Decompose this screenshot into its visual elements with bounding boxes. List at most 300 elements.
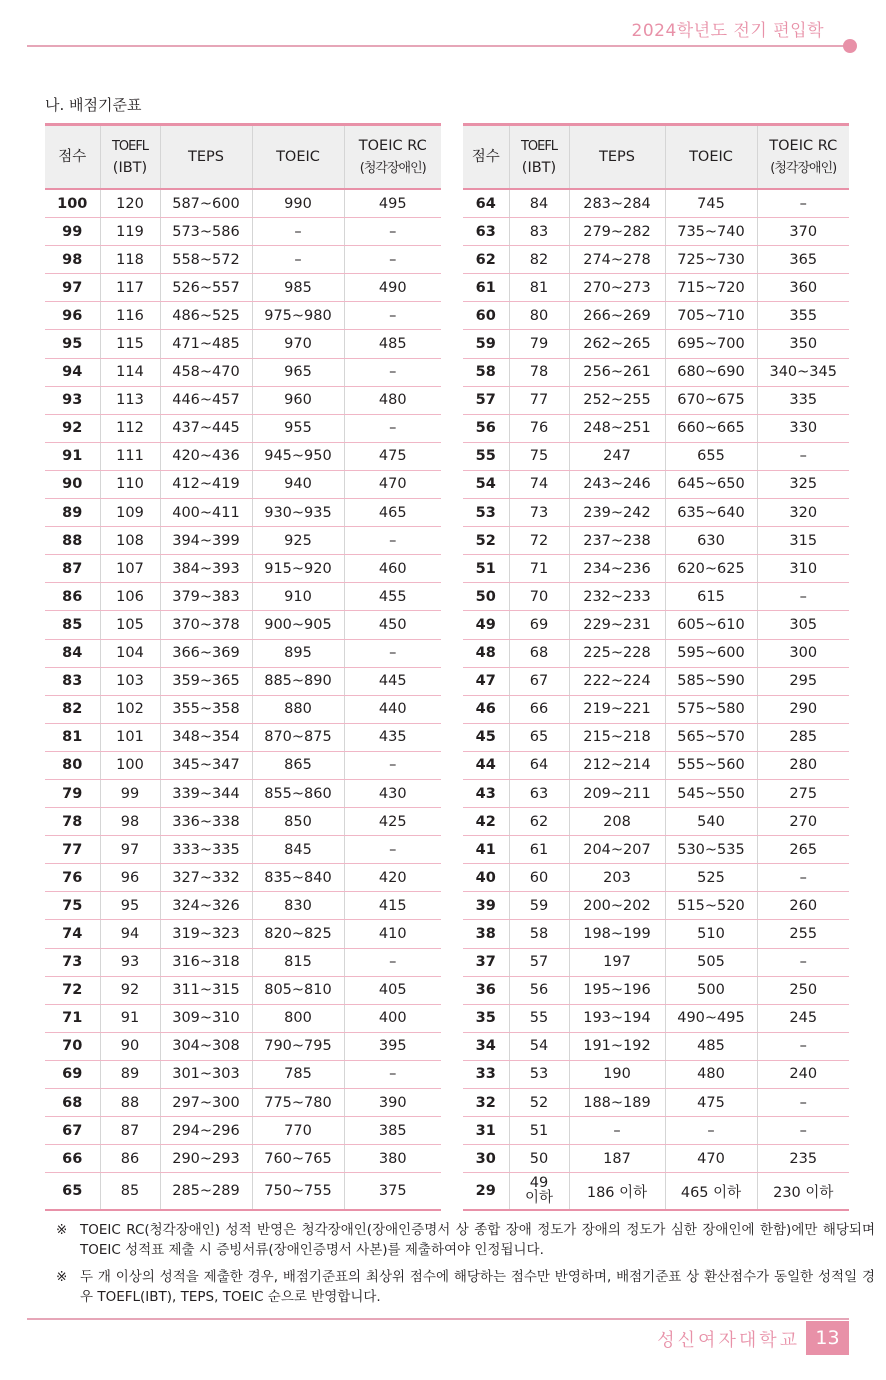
table-row [463, 470, 849, 498]
cell-toeic-rc: 400 [344, 1004, 441, 1032]
cell-toeic-rc: 395 [344, 1032, 441, 1060]
cell-toefl: 108 [100, 527, 160, 555]
cell-toeic: 785 [252, 1060, 344, 1088]
table-row [45, 470, 441, 498]
cell-score: 65 [45, 1173, 100, 1211]
cell-score: 33 [463, 1060, 509, 1088]
cell-teps: 324~326 [160, 892, 252, 920]
table-row [463, 723, 849, 751]
cell-teps: 252~255 [569, 386, 665, 414]
cell-toefl: 113 [100, 386, 160, 414]
cell-score: 71 [45, 1004, 100, 1032]
cell-score: 62 [463, 246, 509, 274]
cell-score: 100 [45, 189, 100, 218]
cell-toeic-rc: 275 [757, 779, 849, 807]
table-row [45, 1089, 441, 1117]
cell-toefl: 50 [509, 1145, 569, 1173]
cell-score: 87 [45, 555, 100, 583]
cell-toefl: 104 [100, 639, 160, 667]
table-row [45, 667, 441, 695]
cell-toeic-rc: 475 [344, 442, 441, 470]
cell-toefl: 69 [509, 611, 569, 639]
cell-toeic-rc: 425 [344, 808, 441, 836]
cell-toeic-rc: 300 [757, 639, 849, 667]
cell-toefl: 97 [100, 836, 160, 864]
cell-toefl: 119 [100, 218, 160, 246]
header-rule [27, 45, 849, 47]
cell-score: 43 [463, 779, 509, 807]
score-table-right [463, 123, 849, 1211]
cell-toeic: – [252, 246, 344, 274]
cell-score: 32 [463, 1089, 509, 1117]
cell-toefl: 51 [509, 1117, 569, 1145]
cell-teps: 558~572 [160, 246, 252, 274]
cell-toeic-rc: 410 [344, 920, 441, 948]
cell-toefl: 62 [509, 808, 569, 836]
cell-toefl: 87 [100, 1117, 160, 1145]
cell-teps: 437~445 [160, 414, 252, 442]
cell-toeic: 735~740 [665, 218, 757, 246]
cell-toeic-rc: 350 [757, 330, 849, 358]
cell-toefl: 93 [100, 948, 160, 976]
cell-score: 94 [45, 358, 100, 386]
cell-score: 53 [463, 499, 509, 527]
cell-toeic-rc: – [344, 836, 441, 864]
cell-teps: 526~557 [160, 274, 252, 302]
cell-teps: 247 [569, 442, 665, 470]
cell-toefl: 118 [100, 246, 160, 274]
cell-toefl: 82 [509, 246, 569, 274]
cell-score: 30 [463, 1145, 509, 1173]
table-row [463, 892, 849, 920]
score-table-left [45, 123, 441, 1211]
cell-toeic: 985 [252, 274, 344, 302]
cell-score: 51 [463, 555, 509, 583]
cell-score: 57 [463, 386, 509, 414]
document-header-title: 2024학년도 전기 편입학 [631, 21, 824, 41]
cell-toeic: 630 [665, 527, 757, 555]
table-row [463, 976, 849, 1004]
cell-score: 66 [45, 1145, 100, 1173]
cell-teps: 187 [569, 1145, 665, 1173]
cell-toeic-rc: 335 [757, 386, 849, 414]
cell-teps: 191~192 [569, 1032, 665, 1060]
cell-teps: 229~231 [569, 611, 665, 639]
header-teps: TEPS [160, 125, 252, 190]
cell-score: 99 [45, 218, 100, 246]
table-row [463, 274, 849, 302]
cell-teps: 486~525 [160, 302, 252, 330]
cell-toeic: 705~710 [665, 302, 757, 330]
cell-toeic: 475 [665, 1089, 757, 1117]
cell-toeic: 915~920 [252, 555, 344, 583]
table-row [45, 555, 441, 583]
cell-toeic: 820~825 [252, 920, 344, 948]
cell-toeic-rc: 455 [344, 583, 441, 611]
table-row [45, 499, 441, 527]
cell-toefl: 80 [509, 302, 569, 330]
cell-toefl: 116 [100, 302, 160, 330]
cell-toeic-rc: – [757, 442, 849, 470]
cell-toeic: 870~875 [252, 723, 344, 751]
table-row [463, 836, 849, 864]
cell-toeic-rc: 495 [344, 189, 441, 218]
table-row [463, 920, 849, 948]
note-multiple-scores: ※ 두 개 이상의 성적을 제출한 경우, 배점기준표의 최상위 점수에 해당하는 점수만 반영하며, 배점기준표 상 환산점수가 동일한 성적일 경우 TOEFL(IBT), TEPS, TOEIC 순으로 반영합니다. [56, 1269, 875, 1305]
cell-teps: 212~214 [569, 751, 665, 779]
cell-toeic: 855~860 [252, 779, 344, 807]
header-toeic: TOEIC [665, 125, 757, 190]
header-toeic-rc: TOEIC RC (청각장애인) [757, 125, 849, 190]
cell-score: 74 [45, 920, 100, 948]
cell-toefl: 57 [509, 948, 569, 976]
table-row [45, 442, 441, 470]
cell-toeic-rc: – [344, 751, 441, 779]
cell-score: 81 [45, 723, 100, 751]
table-row [463, 779, 849, 807]
table-row [463, 667, 849, 695]
cell-toeic: 480 [665, 1060, 757, 1088]
table-row [463, 499, 849, 527]
cell-teps: 304~308 [160, 1032, 252, 1060]
cell-toeic: 620~625 [665, 555, 757, 583]
cell-toeic-rc: 320 [757, 499, 849, 527]
cell-toeic: 805~810 [252, 976, 344, 1004]
cell-score: 88 [45, 527, 100, 555]
cell-toeic: 510 [665, 920, 757, 948]
cell-teps: 301~303 [160, 1060, 252, 1088]
cell-score: 69 [45, 1060, 100, 1088]
cell-toefl: 99 [100, 779, 160, 807]
table-row [45, 864, 441, 892]
cell-toefl: 90 [100, 1032, 160, 1060]
cell-teps: 394~399 [160, 527, 252, 555]
table-row [463, 639, 849, 667]
cell-toeic-rc: 435 [344, 723, 441, 751]
table-row [45, 1032, 441, 1060]
cell-toeic-rc: 460 [344, 555, 441, 583]
cell-toeic: 880 [252, 695, 344, 723]
table-row [45, 779, 441, 807]
cell-toeic-rc: 480 [344, 386, 441, 414]
cell-toeic-rc: 485 [344, 330, 441, 358]
cell-toeic-rc: – [344, 414, 441, 442]
cell-teps: – [569, 1117, 665, 1145]
cell-teps: 239~242 [569, 499, 665, 527]
cell-toeic: 910 [252, 583, 344, 611]
cell-toefl: 115 [100, 330, 160, 358]
cell-toeic-rc: 250 [757, 976, 849, 1004]
cell-teps: 190 [569, 1060, 665, 1088]
cell-toeic: 605~610 [665, 611, 757, 639]
cell-toeic-rc: 290 [757, 695, 849, 723]
cell-teps: 587~600 [160, 189, 252, 218]
cell-toeic-rc: 375 [344, 1173, 441, 1211]
cell-score: 83 [45, 667, 100, 695]
table-row [45, 1060, 441, 1088]
cell-teps: 573~586 [160, 218, 252, 246]
cell-teps: 327~332 [160, 864, 252, 892]
table-row [45, 639, 441, 667]
cell-score: 49 [463, 611, 509, 639]
cell-toeic: 955 [252, 414, 344, 442]
cell-score: 97 [45, 274, 100, 302]
cell-toeic: 490~495 [665, 1004, 757, 1032]
table-row [463, 302, 849, 330]
cell-score: 56 [463, 414, 509, 442]
cell-toeic: 680~690 [665, 358, 757, 386]
cell-score: 41 [463, 836, 509, 864]
cell-toeic: 655 [665, 442, 757, 470]
footer-university-name: 성신여자대학교 [657, 1330, 800, 1351]
cell-toeic: 970 [252, 330, 344, 358]
cell-toeic-rc: 265 [757, 836, 849, 864]
cell-toefl: 84 [509, 189, 569, 218]
header-toefl: TOEFL (IBT) [509, 125, 569, 190]
table-row [45, 414, 441, 442]
table-row [45, 1004, 441, 1032]
table-row [463, 218, 849, 246]
cell-toeic-rc: 415 [344, 892, 441, 920]
table-row [463, 330, 849, 358]
cell-toefl: 67 [509, 667, 569, 695]
table-row [463, 751, 849, 779]
cell-score: 42 [463, 808, 509, 836]
cell-toeic-rc: 465 [344, 499, 441, 527]
cell-toefl: 54 [509, 1032, 569, 1060]
table-row [463, 1032, 849, 1060]
cell-score: 58 [463, 358, 509, 386]
table-row [463, 1089, 849, 1117]
table-header-row [463, 125, 849, 190]
cell-teps: 355~358 [160, 695, 252, 723]
cell-teps: 297~300 [160, 1089, 252, 1117]
cell-toeic: 615 [665, 583, 757, 611]
cell-teps: 234~236 [569, 555, 665, 583]
cell-toeic-rc: – [344, 1060, 441, 1088]
cell-teps: 458~470 [160, 358, 252, 386]
cell-score: 59 [463, 330, 509, 358]
cell-toeic-rc: – [757, 1032, 849, 1060]
table-row [463, 414, 849, 442]
cell-toeic: 745 [665, 189, 757, 218]
table-row [45, 302, 441, 330]
cell-toeic: 575~580 [665, 695, 757, 723]
cell-teps: 400~411 [160, 499, 252, 527]
cell-toeic: 895 [252, 639, 344, 667]
cell-toeic-rc: – [757, 1089, 849, 1117]
cell-toefl: 49 이하 [509, 1173, 569, 1211]
cell-score: 70 [45, 1032, 100, 1060]
cell-score: 77 [45, 836, 100, 864]
cell-toeic-rc: – [344, 639, 441, 667]
cell-score: 64 [463, 189, 509, 218]
cell-toefl: 117 [100, 274, 160, 302]
table-row [463, 948, 849, 976]
cell-score: 61 [463, 274, 509, 302]
cell-toeic-rc: 230 이하 [757, 1173, 849, 1211]
cell-toefl: 64 [509, 751, 569, 779]
cell-toefl: 72 [509, 527, 569, 555]
cell-teps: 412~419 [160, 470, 252, 498]
table-row [463, 555, 849, 583]
cell-toeic-rc: 420 [344, 864, 441, 892]
cell-toeic-rc: – [344, 527, 441, 555]
cell-score: 96 [45, 302, 100, 330]
cell-toeic: 715~720 [665, 274, 757, 302]
cell-teps: 197 [569, 948, 665, 976]
cell-score: 63 [463, 218, 509, 246]
cell-teps: 193~194 [569, 1004, 665, 1032]
cell-toeic-rc: 330 [757, 414, 849, 442]
cell-score: 50 [463, 583, 509, 611]
cell-toeic: 530~535 [665, 836, 757, 864]
table-row [463, 611, 849, 639]
cell-toeic: 815 [252, 948, 344, 976]
table-row [463, 695, 849, 723]
cell-teps: 209~211 [569, 779, 665, 807]
cell-toeic-rc: 360 [757, 274, 849, 302]
table-row [463, 864, 849, 892]
cell-teps: 471~485 [160, 330, 252, 358]
cell-score: 52 [463, 527, 509, 555]
cell-toeic-rc: 405 [344, 976, 441, 1004]
cell-toefl: 89 [100, 1060, 160, 1088]
header-score: 점수 [45, 125, 100, 190]
cell-score: 29 [463, 1173, 509, 1211]
cell-toeic-rc: 385 [344, 1117, 441, 1145]
cell-teps: 188~189 [569, 1089, 665, 1117]
table-row [463, 246, 849, 274]
cell-toeic: 465 이하 [665, 1173, 757, 1211]
cell-toeic-rc: 280 [757, 751, 849, 779]
table-row [45, 611, 441, 639]
table-row [45, 189, 441, 218]
table-row [463, 1173, 849, 1211]
cell-score: 93 [45, 386, 100, 414]
cell-toefl: 107 [100, 555, 160, 583]
cell-toefl: 94 [100, 920, 160, 948]
cell-teps: 198~199 [569, 920, 665, 948]
header-teps: TEPS [569, 125, 665, 190]
cell-toeic-rc: – [757, 189, 849, 218]
cell-score: 44 [463, 751, 509, 779]
cell-score: 78 [45, 808, 100, 836]
cell-teps: 285~289 [160, 1173, 252, 1211]
cell-score: 80 [45, 751, 100, 779]
cell-toefl: 71 [509, 555, 569, 583]
cell-toeic-rc: 285 [757, 723, 849, 751]
cell-teps: 243~246 [569, 470, 665, 498]
cell-toeic: 500 [665, 976, 757, 1004]
cell-toeic-rc: 430 [344, 779, 441, 807]
table-row [45, 808, 441, 836]
cell-toefl: 103 [100, 667, 160, 695]
cell-toeic: 975~980 [252, 302, 344, 330]
cell-toeic: 930~935 [252, 499, 344, 527]
table-row [45, 695, 441, 723]
cell-teps: 200~202 [569, 892, 665, 920]
cell-toeic: 770 [252, 1117, 344, 1145]
table-row [463, 527, 849, 555]
cell-teps: 311~315 [160, 976, 252, 1004]
header-dot-ornament [843, 39, 857, 53]
cell-teps: 316~318 [160, 948, 252, 976]
cell-toefl: 75 [509, 442, 569, 470]
cell-score: 72 [45, 976, 100, 1004]
cell-toeic: 540 [665, 808, 757, 836]
cell-toeic: 865 [252, 751, 344, 779]
cell-score: 92 [45, 414, 100, 442]
cell-score: 36 [463, 976, 509, 1004]
cell-toefl: 79 [509, 330, 569, 358]
cell-toeic-rc: – [757, 864, 849, 892]
cell-toefl: 85 [100, 1173, 160, 1211]
cell-teps: 232~233 [569, 583, 665, 611]
cell-toeic-rc: 305 [757, 611, 849, 639]
table-row [45, 892, 441, 920]
cell-toefl: 59 [509, 892, 569, 920]
cell-toeic: 845 [252, 836, 344, 864]
section-title: 나. 배점기준표 [45, 96, 142, 114]
cell-toefl: 61 [509, 836, 569, 864]
cell-toeic: 635~640 [665, 499, 757, 527]
cell-toeic: 670~675 [665, 386, 757, 414]
cell-teps: 266~269 [569, 302, 665, 330]
cell-toefl: 81 [509, 274, 569, 302]
table-row [45, 976, 441, 1004]
cell-teps: 379~383 [160, 583, 252, 611]
table-row [463, 442, 849, 470]
header-toefl: TOEFL (IBT) [100, 125, 160, 190]
cell-score: 39 [463, 892, 509, 920]
cell-score: 67 [45, 1117, 100, 1145]
table-row [45, 1145, 441, 1173]
cell-toefl: 114 [100, 358, 160, 386]
cell-toeic-rc: – [344, 246, 441, 274]
cell-score: 89 [45, 499, 100, 527]
cell-toeic: 485 [665, 1032, 757, 1060]
cell-toeic-rc: – [344, 948, 441, 976]
cell-toefl: 112 [100, 414, 160, 442]
cell-toeic: 945~950 [252, 442, 344, 470]
cell-teps: 237~238 [569, 527, 665, 555]
cell-score: 91 [45, 442, 100, 470]
cell-teps: 294~296 [160, 1117, 252, 1145]
cell-toeic: 645~650 [665, 470, 757, 498]
cell-teps: 262~265 [569, 330, 665, 358]
cell-toeic-rc: 450 [344, 611, 441, 639]
cell-toeic-rc: 490 [344, 274, 441, 302]
cell-score: 37 [463, 948, 509, 976]
note-hearing-impaired: ※ TOEIC RC(청각장애인) 성적 반영은 청각장애인(장애인증명서 상 종합 장애 정도가 장애의 정도가 심한 장애인에 한함)에만 해당되며 TOEIC 성적표 제출 시 증빙서류(장애인증명서 사본)를 제출하여야 인정됩니다. [56, 1222, 875, 1258]
cell-score: 86 [45, 583, 100, 611]
cell-toefl: 95 [100, 892, 160, 920]
cell-toeic: 850 [252, 808, 344, 836]
cell-toeic: 830 [252, 892, 344, 920]
table-row [45, 358, 441, 386]
cell-toefl: 101 [100, 723, 160, 751]
cell-score: 84 [45, 639, 100, 667]
cell-toeic-rc: – [757, 1117, 849, 1145]
cell-teps: 384~393 [160, 555, 252, 583]
cell-toefl: 68 [509, 639, 569, 667]
cell-toeic: 595~600 [665, 639, 757, 667]
cell-score: 75 [45, 892, 100, 920]
cell-toefl: 70 [509, 583, 569, 611]
cell-toeic-rc: 355 [757, 302, 849, 330]
cell-toeic-rc: 235 [757, 1145, 849, 1173]
